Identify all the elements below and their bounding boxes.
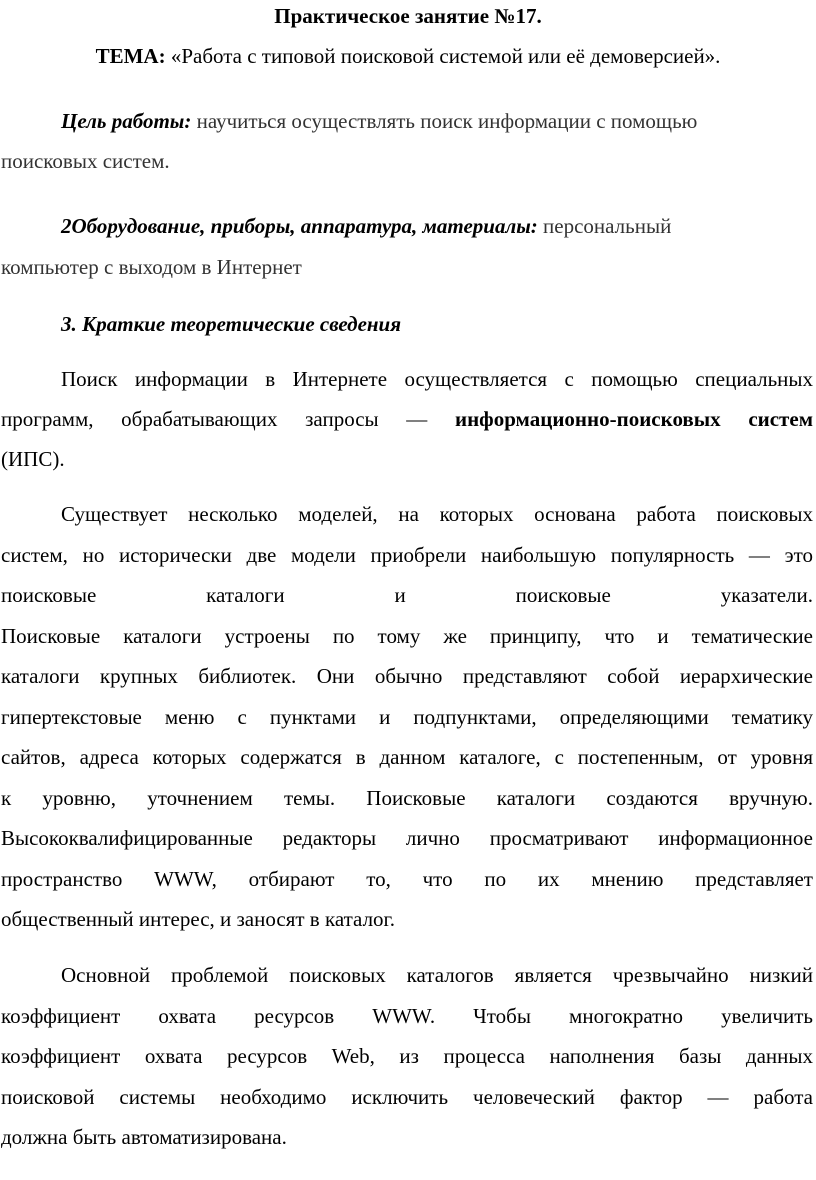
goal-label: Цель работы: xyxy=(61,109,192,133)
goal-line-1 xyxy=(61,108,697,134)
goal-text-1: научиться осуществлять поиск информации с помощью xyxy=(196,109,698,133)
paragraph-2-line: общественный интерес, и заносят в каталог. xyxy=(1,907,396,931)
paragraph-3-line: коэффициент охвата ресурсов Web, из процесса наполнения базы данных xyxy=(1,1044,813,1068)
topic-line xyxy=(0,43,816,69)
paragraph-2-line: Существует несколько моделей, на которых основана работа поисковых xyxy=(61,502,813,526)
equipment-text-1: персональный xyxy=(543,214,672,238)
ips-term: информационно-поисковых систем xyxy=(454,407,814,431)
paragraph-1-line-2 xyxy=(1,406,813,432)
paragraph-2-line: систем, но исторически две модели приобрели наибольшую популярность — это xyxy=(1,543,813,567)
paragraph-2-line: каталоги крупных библиотек. Они обычно представляют собой иерархические xyxy=(1,664,813,688)
paragraph-2-line: Высококвалифицированные редакторы лично просматривают информационное xyxy=(1,826,813,850)
paragraph-3-line: коэффициент охвата ресурсов WWW. Чтобы многократно увеличить xyxy=(1,1004,813,1028)
paragraph-2-line: Поисковые каталоги устроены по тому же принципу, что и тематические xyxy=(1,624,813,648)
paragraph-1-line-2-text: программ, обрабатывающих запросы — xyxy=(1,407,428,431)
paragraph-1-line-1: Поиск информации в Интернете осуществляется с помощью специальных xyxy=(61,367,813,391)
section-heading: 3. Краткие теоретические сведения xyxy=(61,312,402,336)
paragraph-3-line: поисковой системы необходимо исключить человеческий фактор — работа xyxy=(1,1085,813,1109)
paragraph-2-line: сайтов, адреса которых содержатся в данном каталоге, с постепенным, от уровня xyxy=(1,745,813,769)
paragraph-3-line: должна быть автоматизирована. xyxy=(1,1125,287,1149)
paragraph-2-line: гипертекстовые меню с пунктами и подпунктами, определяющими тематику xyxy=(1,705,813,729)
paragraph-3-line: Основной проблемой поисковых каталогов является чрезвычайно низкий xyxy=(61,963,813,987)
paragraph-2-line: поисковые каталоги и поисковые указатели. xyxy=(1,583,813,607)
equipment-text-2: компьютер с выходом в Интернет xyxy=(1,255,302,279)
topic-text: «Работа с типовой поисковой системой или её демоверсией». xyxy=(170,44,721,68)
equipment-label: 2Оборудование, приборы, аппаратура, материалы: xyxy=(61,214,538,238)
paragraph-2-line: пространство WWW, отбирают то, что по их мнению представляет xyxy=(1,867,813,891)
topic-label: ТЕМА: xyxy=(95,44,166,68)
page-title: Практическое занятие №17. xyxy=(274,4,542,28)
equipment-line-1 xyxy=(61,213,671,239)
paragraph-1-line-3: (ИПС). xyxy=(1,447,65,471)
goal-text-2: поисковых систем. xyxy=(1,149,170,173)
paragraph-2-line: к уровню, уточнением темы. Поисковые каталоги создаются вручную. xyxy=(1,786,813,810)
